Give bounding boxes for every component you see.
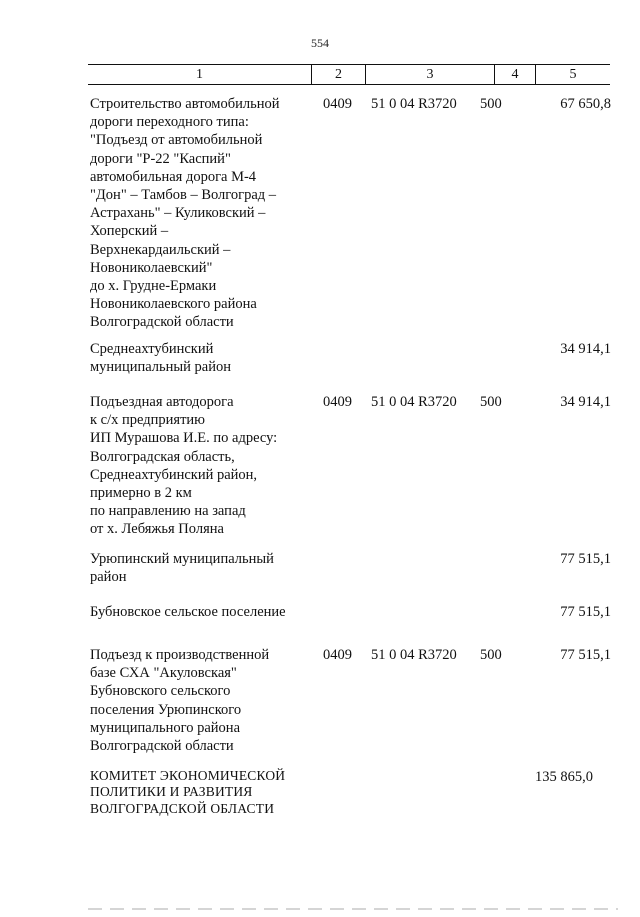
row-target: 51 0 04 R3720	[371, 96, 457, 112]
page-number: 554	[311, 36, 329, 50]
table-header	[88, 64, 610, 85]
row-target: 51 0 04 R3720	[371, 647, 457, 663]
row-name: Подъездная автодорога к с/х предприятию ИП Мурашова И.Е. по адресу: Волгоградская область, Среднеахтубинский район, примерно в 2 км по направлению на запад от х. Лебяжья Поляна	[90, 394, 278, 538]
row-code: 0409	[323, 394, 352, 410]
row-amount: 77 515,1	[560, 604, 611, 620]
row-amount: 77 515,1	[560, 551, 611, 567]
column-header-4: 4	[494, 65, 535, 84]
row-amount: 34 914,1	[560, 341, 611, 357]
row-amount: 77 515,1	[560, 647, 611, 663]
row-amount: 135 865,0	[535, 769, 593, 785]
scan-artifact-line	[88, 908, 618, 910]
row-name: Строительство автомобильной дороги переходного типа: "Подъезд от автомобильной дороги "Р-22 "Каспий" автомобильная дорога М-4 "Дон" – Тамбов – Волгоград – Астрахань" – Куликовский – Хоперский – Верхнекардаильский – Новониколаевский" до х. Грудне-Ермаки Новониколаевского района Волгоградской области	[90, 96, 280, 331]
row-name: Бубновское сельское поселение	[90, 604, 286, 620]
row-kind: 500	[480, 647, 502, 663]
row-name: Урюпинский муниципальный район	[90, 551, 274, 586]
column-header-3: 3	[365, 65, 494, 84]
column-header-5: 5	[535, 65, 610, 84]
row-name: Среднеахтубинский муниципальный район	[90, 341, 231, 376]
column-header-1: 1	[196, 67, 203, 82]
row-kind: 500	[480, 96, 502, 112]
row-code: 0409	[323, 96, 352, 112]
row-amount: 67 650,8	[560, 96, 611, 112]
row-kind: 500	[480, 394, 502, 410]
row-amount: 34 914,1	[560, 394, 611, 410]
row-name: Подъезд к производственной базе СХА "Акуловская" Бубновского сельского поселения Урюпинского муниципального района Волгоградской области	[90, 647, 270, 755]
column-header-2: 2	[311, 65, 365, 84]
row-code: 0409	[323, 647, 352, 663]
row-name: КОМИТЕТ ЭКОНОМИЧЕСКОЙ ПОЛИТИКИ И РАЗВИТИЯ ВОЛГОГРАДСКОЙ ОБЛАСТИ	[90, 768, 286, 816]
row-target: 51 0 04 R3720	[371, 394, 457, 410]
